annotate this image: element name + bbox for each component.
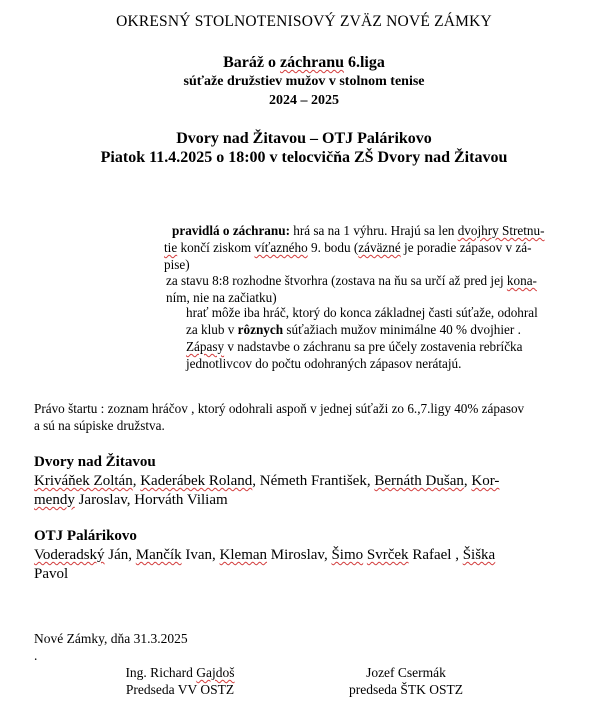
- match-teams: Dvory nad Žitavou – OTJ Palárikovo: [176, 130, 432, 147]
- stray-dot: .: [34, 648, 38, 663]
- place-date: Nové Zámky, dňa 31.3.2025: [34, 631, 188, 646]
- signatory-name: Jozef Csermák: [366, 665, 446, 680]
- start-right-paragraph: Právo štartu : zoznam hráčov , ktorý odohrali aspoň v jednej súťaži zo 6.,7.ligy 40% zápasov a sú na súpiske družstva.: [34, 401, 525, 433]
- rules-line: pravidlá o záchranu: hrá sa na 1 výhru. Hrajú sa len dvojhry Stretnu-: [172, 223, 545, 238]
- rules-line: pise): [164, 257, 190, 272]
- team2-roster: Voderadský Ján, Mančík Ivan, Kleman Miroslav, Šimo Svrček Rafael , Šiška Pavol: [34, 547, 496, 582]
- match-datetime: Piatok 11.4.2025 o 18:00 v telocvičňa ZŠ Dvory nad Žitavou: [100, 149, 508, 166]
- rules-line: ním, nie na začiatku): [166, 290, 277, 305]
- rules-paragraph: [164, 222, 545, 273]
- document-subtitle: súťaže družstiev mužov v stolnom tenise: [183, 74, 425, 89]
- signatory-role: Predseda VV OSTZ: [125, 682, 235, 697]
- rules-line: za stavu 8:8 rozhodne štvorhra (zostava na ňu sa určí až pred jej kona-: [166, 273, 537, 288]
- signatory-name: Ing. Richard Gajdoš: [125, 665, 235, 680]
- rules-line: za klub v rôznych súťažiach mužov minimálne 40 % dvojhier .: [186, 322, 521, 337]
- season: 2024 – 2025: [269, 93, 339, 108]
- team1-heading: Dvory nad Žitavou: [34, 454, 156, 470]
- document-title: Baráž o záchranu 6.liga: [223, 54, 385, 71]
- signature-block-chairman: [96, 664, 264, 698]
- rules-line: tie končí ziskom víťazného 9. bodu (záväzné je poradie zápasov v zá-: [164, 240, 532, 255]
- rules-line: hrať môže iba hráč, ktorý do konca základnej časti súťaže, odohral: [186, 305, 538, 320]
- organization-heading: OKRESNÝ STOLNOTENISOVÝ ZVÄZ NOVÉ ZÁMKY: [116, 13, 492, 30]
- team2-heading: OTJ Palárikovo: [34, 528, 137, 544]
- team1-roster: Kriváňek Zoltán, Kaderábek Roland, Németh František, Bernáth Dušan, Kor- mendy Jaroslav, Horváth Viliam: [34, 473, 500, 508]
- rules-line: Zápasy v nadstavbe o záchranu sa pre účely zostavenia rebríčka: [186, 339, 523, 354]
- rules-eligibility: [186, 304, 538, 372]
- signature-block-stk: [326, 664, 486, 698]
- signatory-role: predseda ŠTK OSTZ: [349, 682, 463, 697]
- rules-tiebreak: [166, 272, 537, 306]
- spellcheck-word: záchranu: [279, 54, 344, 71]
- rules-line: jednotlivcov do počtu odohraných zápasov nerátajú.: [186, 356, 462, 371]
- rules-label: pravidlá o záchranu:: [172, 223, 290, 238]
